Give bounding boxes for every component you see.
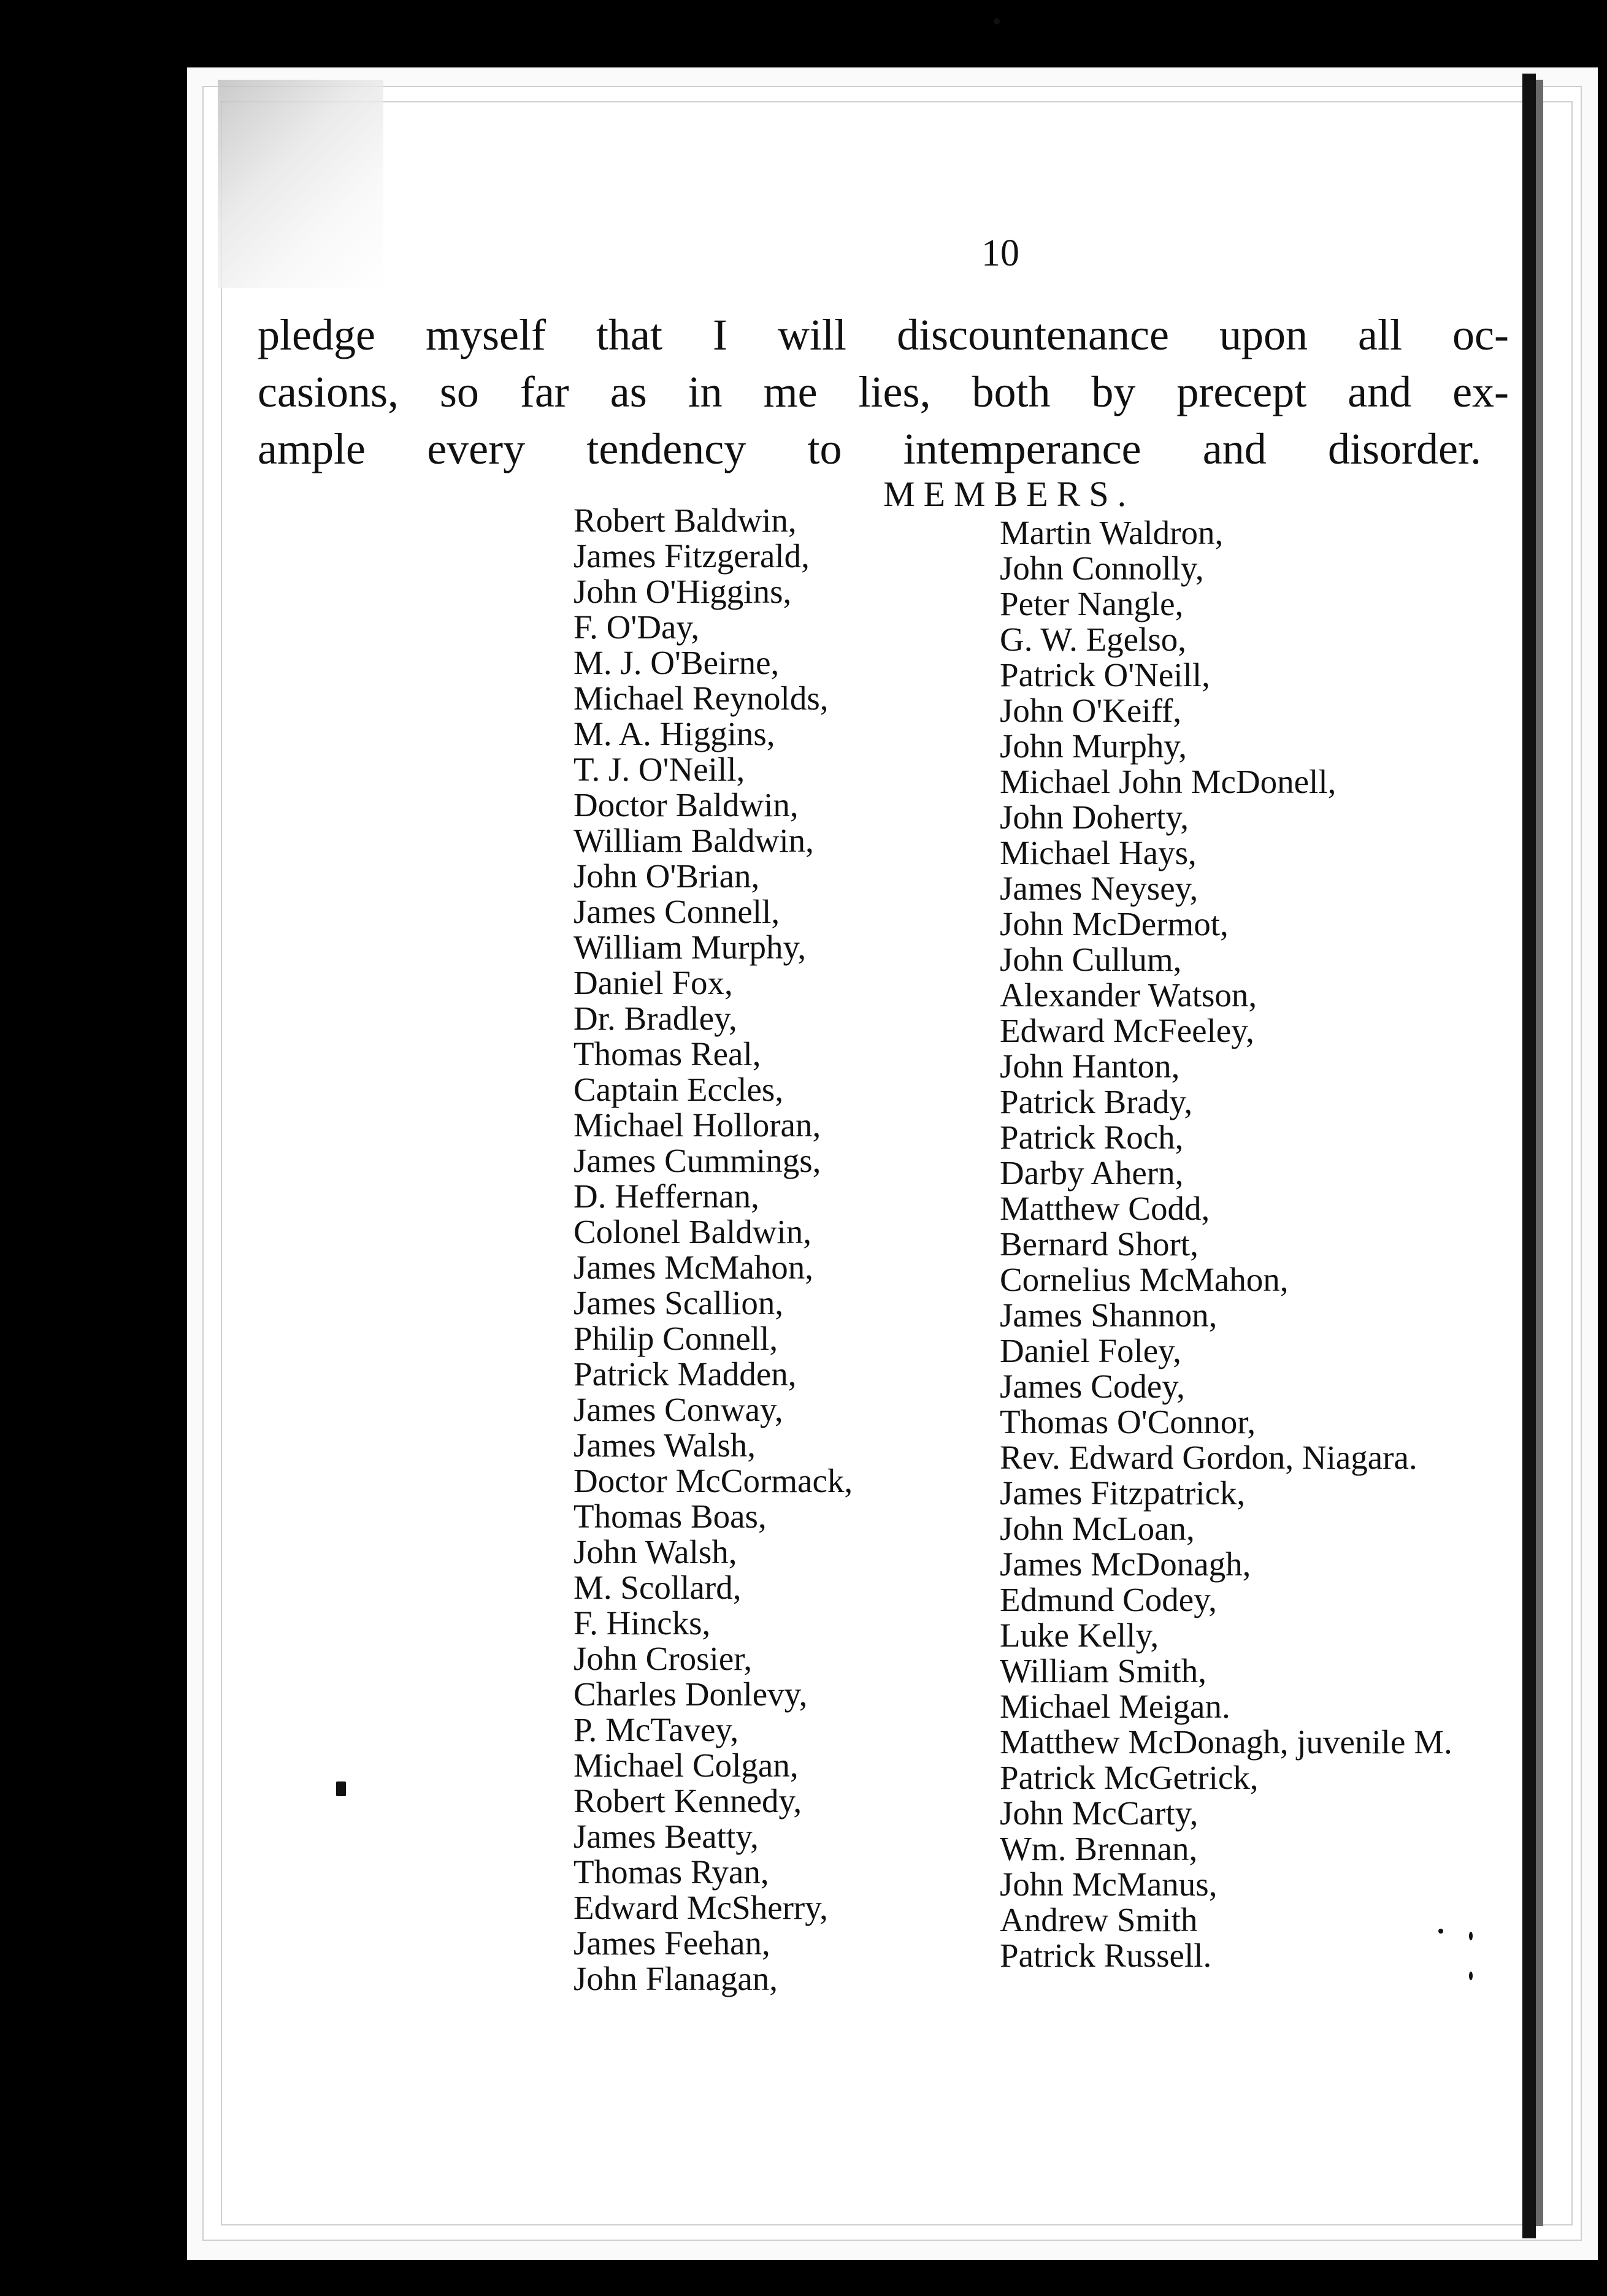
member-name: Thomas Ryan,: [573, 1853, 769, 1891]
member-name: Matthew Codd,: [1000, 1190, 1210, 1227]
member-name: James Scallion,: [573, 1284, 784, 1322]
member-name: William Baldwin,: [573, 822, 814, 859]
member-name: P. McTavey,: [573, 1711, 739, 1748]
member-name: James Beatty,: [573, 1818, 759, 1855]
member-name: James Fitzgerald,: [573, 537, 810, 575]
member-name: James Feehan,: [573, 1924, 770, 1962]
members-list-right: [1000, 515, 1452, 1973]
member-name: Matthew McDonagh, juvenile M.: [1000, 1723, 1452, 1761]
member-name: D. Heffernan,: [573, 1177, 759, 1215]
member-name: Michael Holloran,: [573, 1106, 821, 1144]
member-name: Robert Baldwin,: [573, 502, 797, 539]
member-name: Dr. Bradley,: [573, 1000, 737, 1037]
member-name: T. J. O'Neill,: [573, 751, 745, 788]
member-name: Patrick Russell.: [1000, 1937, 1212, 1974]
pledge-line: ample every tendency to intemperance and disorder.: [258, 424, 1481, 473]
members-heading: MEMBERS.: [883, 474, 1135, 514]
members-list-left: [573, 503, 853, 1997]
member-name: Michael Meigan.: [1000, 1688, 1230, 1725]
member-name: Michael Reynolds,: [573, 679, 829, 717]
member-name: John McCarty,: [1000, 1794, 1199, 1832]
member-name: M. A. Higgins,: [573, 715, 775, 752]
member-name: John O'Higgins,: [573, 573, 792, 610]
member-name: Darby Ahern,: [1000, 1154, 1184, 1192]
member-name: G. W. Egelso,: [1000, 621, 1187, 658]
member-name: Wm. Brennan,: [1000, 1830, 1198, 1867]
member-name: James Codey,: [1000, 1368, 1185, 1405]
member-name: Andrew Smith: [1000, 1901, 1198, 1938]
member-name: Daniel Foley,: [1000, 1332, 1181, 1369]
member-name: Patrick Roch,: [1000, 1119, 1184, 1156]
member-name: James Fitzpatrick,: [1000, 1474, 1246, 1512]
member-name: Patrick McGetrick,: [1000, 1759, 1259, 1796]
member-name: Edward McFeeley,: [1000, 1012, 1254, 1049]
member-name: James Cummings,: [573, 1142, 821, 1179]
member-name: M. J. O'Beirne,: [573, 644, 780, 681]
member-name: John Flanagan,: [573, 1960, 778, 1997]
member-name: Patrick O'Neill,: [1000, 656, 1210, 694]
pledge-line: pledge myself that I will discountenance upon all oc-: [258, 310, 1509, 359]
member-name: Luke Kelly,: [1000, 1617, 1159, 1654]
member-name: Rev. Edward Gordon, Niagara.: [1000, 1439, 1417, 1476]
member-name: Thomas Real,: [573, 1035, 761, 1073]
pledge-line: casions, so far as in me lies, both by precept and ex-: [258, 367, 1509, 416]
member-name: M. Scollard,: [573, 1569, 742, 1606]
member-name: Colonel Baldwin,: [573, 1213, 812, 1250]
member-name: John Connolly,: [1000, 549, 1204, 587]
member-name: William Smith,: [1000, 1652, 1206, 1689]
member-name: John Walsh,: [573, 1533, 737, 1571]
binding-shadow: [1536, 80, 1543, 2226]
member-name: Patrick Brady,: [1000, 1083, 1193, 1120]
member-name: F. O'Day,: [573, 608, 700, 646]
member-name: Peter Nangle,: [1000, 585, 1184, 622]
member-name: James McMahon,: [573, 1249, 814, 1286]
member-name: Michael Colgan,: [573, 1747, 799, 1784]
member-name: John Crosier,: [573, 1640, 753, 1677]
member-name: John O'Keiff,: [1000, 692, 1182, 729]
member-name: Patrick Madden,: [573, 1355, 797, 1393]
binding-spine: [1522, 74, 1536, 2238]
member-name: Charles Donlevy,: [573, 1675, 808, 1713]
member-name: John McLoan,: [1000, 1510, 1195, 1547]
member-name: John McDermot,: [1000, 905, 1229, 943]
member-name: John O'Brian,: [573, 857, 760, 895]
member-name: F. Hincks,: [573, 1604, 711, 1642]
member-name: James McDonagh,: [1000, 1545, 1251, 1583]
member-name: James Shannon,: [1000, 1296, 1218, 1334]
member-name: Doctor Baldwin,: [573, 786, 799, 824]
member-name: Michael Hays,: [1000, 834, 1197, 871]
member-name: Edmund Codey,: [1000, 1581, 1217, 1618]
member-name: John McManus,: [1000, 1866, 1218, 1903]
member-name: Thomas Boas,: [573, 1498, 767, 1535]
member-name: William Murphy,: [573, 928, 807, 966]
member-name: James Neysey,: [1000, 870, 1199, 907]
member-name: Robert Kennedy,: [573, 1782, 802, 1820]
member-name: Thomas O'Connor,: [1000, 1403, 1256, 1441]
book-page: [258, 159, 1509, 2183]
member-name: Cornelius McMahon,: [1000, 1261, 1289, 1298]
member-name: Philip Connell,: [573, 1320, 778, 1357]
member-name: John Doherty,: [1000, 798, 1189, 836]
member-name: Michael John McDonell,: [1000, 763, 1337, 800]
scan-speck: [994, 18, 1000, 25]
pledge-text: [258, 307, 1509, 478]
member-name: James Conway,: [573, 1391, 783, 1428]
member-name: Alexander Watson,: [1000, 976, 1257, 1014]
member-name: John Hanton,: [1000, 1047, 1180, 1085]
member-name: Doctor McCormack,: [573, 1462, 853, 1499]
member-name: Edward McSherry,: [573, 1889, 828, 1926]
member-name: Martin Waldron,: [1000, 514, 1224, 551]
member-name: John Cullum,: [1000, 941, 1182, 978]
member-name: John Murphy,: [1000, 727, 1187, 765]
member-name: James Connell,: [573, 893, 780, 930]
member-name: Bernard Short,: [1000, 1225, 1199, 1263]
member-name: Daniel Fox,: [573, 964, 733, 1001]
member-name: Captain Eccles,: [573, 1071, 784, 1108]
member-name: James Walsh,: [573, 1426, 756, 1464]
page-number: 10: [981, 232, 1019, 274]
